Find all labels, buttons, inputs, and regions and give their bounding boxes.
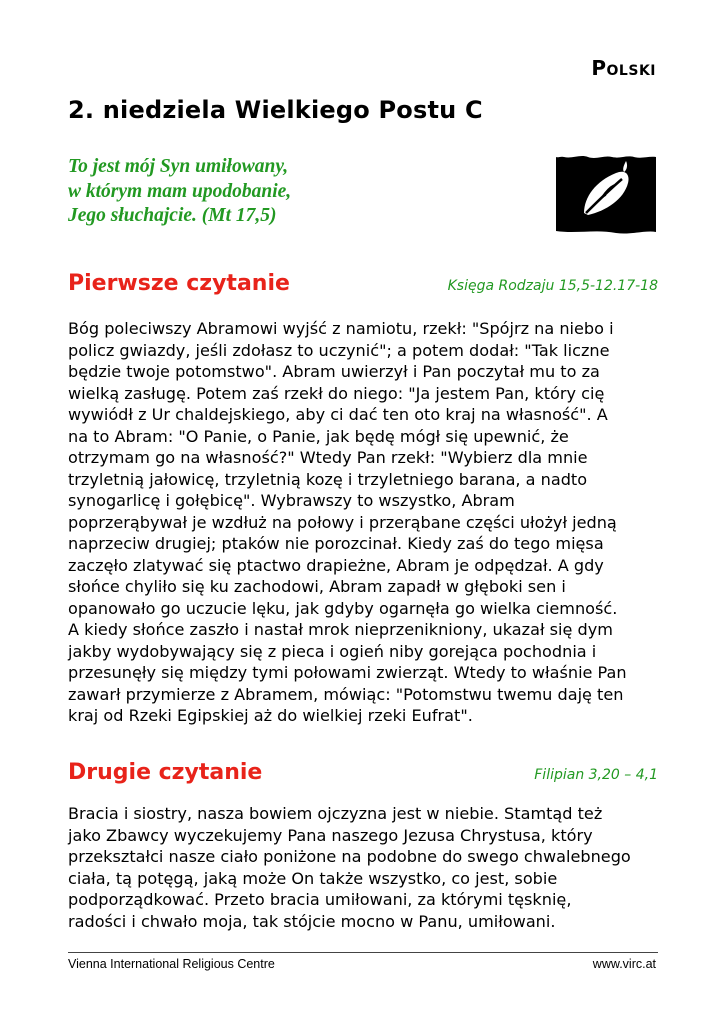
second-reading-text	[68, 803, 660, 932]
reading-line: wielką zasługę. Potem zaś rzekł do niego: "Ja jestem Pan, który cię	[68, 383, 605, 403]
footer-divider	[68, 952, 658, 953]
motto-line: w którym mam upodobanie,	[68, 180, 292, 202]
page-title: 2. niedziela Wielkiego Postu C	[68, 96, 483, 124]
first-reading-reference: Księga Rodzaju 15,5-12.17-18	[447, 278, 658, 294]
reading-line: otrzymam go na własność?" Wtedy Pan rzekł: "Wybierz dla mnie	[68, 448, 588, 467]
reading-line: policz gwiazdy, jeśli zdołasz to uczynić"; a potem dodał: "Tak liczne	[68, 340, 610, 360]
reading-line: na to Abram: "O Panie, o Panie, jak będę mógł się upewnić, że	[68, 426, 569, 446]
language-label: Polski	[591, 56, 656, 80]
reading-line: poprzerąbywał je wzdłuż na połowy i przerąbane części ułożył jedną	[68, 512, 617, 532]
motto	[68, 155, 488, 229]
reading-line: radości i chwało moja, tak stójcie mocno w Panu, umiłowani.	[68, 911, 556, 931]
reading-line: jakby wydobywający się z pieca i ogień niby gorejąca pochodnia i	[68, 641, 597, 661]
reading-line: jako Zbawcy wyczekujemy Pana naszego Jezusa Chrystusa, który	[68, 825, 593, 845]
reading-line: będzie twoje potomstwo". Abram uwierzył i Pan poczytał mu to za	[68, 362, 600, 381]
reading-line: kraj od Rzeki Egipskiej aż do wielkiej rzeki Eufrat".	[68, 706, 473, 725]
reading-line: A kiedy słońce zaszło i nastał mrok nieprzenikniony, ukazał się dym	[68, 620, 613, 639]
first-reading-header	[68, 271, 658, 301]
motto-line: Jego słuchajcie. (Mt 17,5)	[68, 205, 277, 226]
reading-line: zaczęło zlatywać się ptactwo drapieżne, Abram je odpędzał. A gdy	[68, 555, 604, 575]
reading-line: trzyletnią jałowicę, trzyletnią kozę i trzyletniego barana, a nadto	[68, 469, 588, 489]
second-reading-title: Drugie czytanie	[68, 760, 263, 785]
reading-line: przekształci nasze ciało poniżone na podobne do swego chwalebnego	[68, 847, 631, 866]
second-reading-header	[68, 760, 658, 790]
reading-line: Bracia i siostry, nasza bowiem ojczyzna jest w niebie. Stamtąd też	[68, 804, 603, 823]
reading-line: podporządkować. Przeto bracia umiłowani, za którymi tęsknię,	[68, 890, 572, 909]
reading-line: synogarlicę i gołębicę". Wybrawszy to wszystko, Abram	[68, 491, 515, 510]
second-reading-reference: Filipian 3,20 – 4,1	[534, 767, 658, 783]
footer-organization: Vienna International Religious Centre	[68, 957, 275, 971]
first-reading-title: Pierwsze czytanie	[68, 271, 290, 296]
first-reading-text	[68, 318, 660, 727]
reading-line: zawarł przymierze z Abramem, mówiąc: "Potomstwu twemu daję ten	[68, 684, 624, 704]
leaf-in-bowl-icon	[556, 137, 656, 237]
reading-line: słońce chyliło się ku zachodowi, Abram zapadł w głęboki sen i	[68, 577, 566, 596]
reading-line: ciała, tą potęgą, jaką może On także wszystko, co jest, sobie	[68, 868, 558, 888]
reading-line: wywiódł z Ur chaldejskiego, aby ci dać ten oto kraj na własność". A	[68, 405, 608, 424]
reading-line: naprzeciw drugiej; ptaków nie porozcinał. Kiedy zaś do tego mięsa	[68, 534, 604, 553]
reading-line: przesunęły się między tymi połowami zwierząt. Wtedy to właśnie Pan	[68, 663, 627, 682]
reading-line: Bóg poleciwszy Abramowi wyjść z namiotu, rzekł: "Spójrz na niebo i	[68, 319, 614, 338]
motto-line: To jest mój Syn umiłowany,	[68, 156, 289, 177]
reading-line: opanowało go uczucie lęku, jak gdyby ogarnęła go wielka ciemność.	[68, 598, 618, 618]
footer-website: www.virc.at	[592, 957, 656, 971]
